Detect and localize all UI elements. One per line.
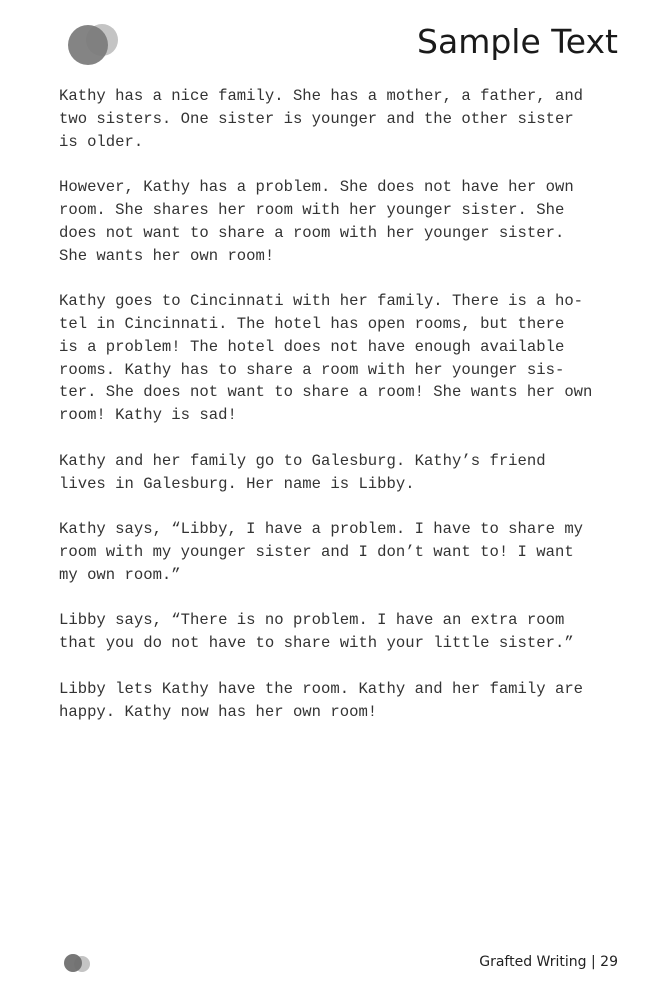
text-line: lives in Galesburg. Her name is Libby. [59,474,415,493]
overlapping-circles-icon [68,24,122,66]
text-line: happy. Kathy now has her own room! [59,702,378,721]
text-line: Libby says, “There is no problem. I have an extra room [59,611,565,630]
text-line: However, Kathy has a problem. She does not have her own [59,178,574,197]
text-line: Kathy goes to Cincinnati with her family. There is a ho- [59,292,584,311]
page-title: Sample Text [417,22,618,61]
body-text [59,85,629,746]
text-line: room! Kathy is sad! [59,406,237,425]
paragraph [59,290,629,427]
text-line: is older. [59,132,144,151]
paragraph [59,678,629,724]
text-line: Kathy says, “Libby, I have a problem. I have to share my [59,520,584,539]
paragraph [59,176,629,267]
text-line: does not want to share a room with her younger sister. [59,223,565,242]
text-line: tel in Cincinnati. The hotel has open rooms, but there [59,314,565,333]
text-line: is a problem! The hotel does not have enough available [59,337,565,356]
paragraph [59,518,629,586]
text-line: Libby lets Kathy have the room. Kathy and her family are [59,679,584,698]
footer-page-label: Grafted Writing | 29 [479,954,618,970]
text-line: Kathy has a nice family. She has a mother, a father, and [59,87,584,105]
paragraph [59,85,629,153]
text-line: Kathy and her family go to Galesburg. Kathy’s friend [59,451,546,470]
text-line: ter. She does not want to share a room! She wants her own [59,383,593,402]
paragraph [59,450,629,496]
text-line: my own room.” [59,565,181,584]
text-line: room. She shares her room with her younger sister. She [59,200,565,219]
text-line: room with my younger sister and I don’t want to! I want [59,542,574,561]
overlapping-circles-icon [60,953,92,973]
text-line: that you do not have to share with your little sister.” [59,634,574,653]
text-line: two sisters. One sister is younger and the other sister [59,109,574,128]
paragraph [59,609,629,655]
text-line: rooms. Kathy has to share a room with her younger sis- [59,360,565,379]
text-line: She wants her own room! [59,246,275,265]
